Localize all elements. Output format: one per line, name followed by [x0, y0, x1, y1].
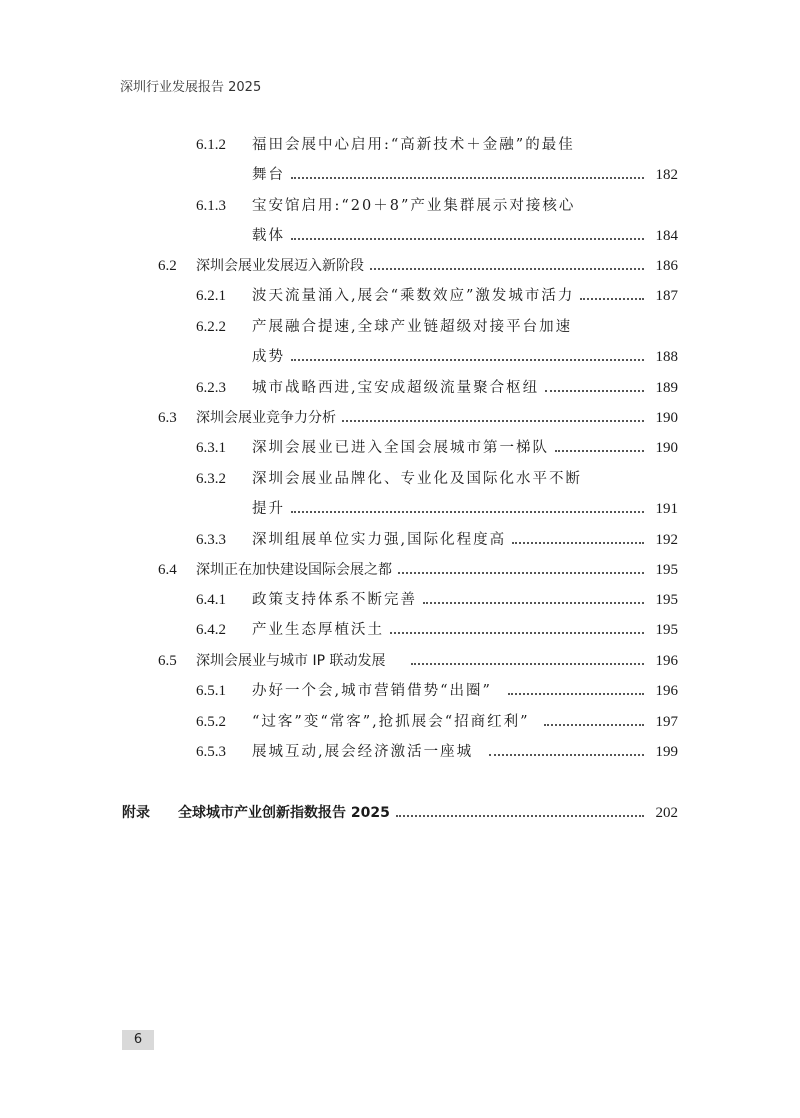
toc-entry-title: 提升: [252, 501, 285, 517]
toc-entry-6-4[interactable]: [158, 559, 678, 581]
toc-entry-6-1-3[interactable]: [196, 195, 575, 217]
toc-entry-6-4-1[interactable]: [196, 589, 678, 611]
toc-entry-title: 深圳会展业发展迈入新阶段: [196, 258, 364, 274]
dot-leader: [411, 650, 644, 672]
toc-entry-title: 深圳会展业品牌化、专业化及国际化水平不断: [252, 471, 582, 487]
toc-page-number: 197: [655, 714, 678, 730]
toc-entry-title: 载体: [252, 228, 285, 244]
toc-entry-number: 6.3.3: [196, 532, 226, 548]
toc-entry-title: 产展融合提速,全球产业链超级对接平台加速: [252, 319, 573, 335]
dot-leader: [555, 437, 644, 459]
toc-page-number: 195: [655, 622, 678, 638]
toc-entry-6-4-2[interactable]: [196, 619, 678, 641]
dot-leader: [508, 680, 644, 702]
toc-entry-number: 6.5.2: [196, 714, 226, 730]
toc-page-number: 196: [655, 653, 678, 669]
toc-entry-title: 深圳会展业已进入全国会展城市第一梯队: [252, 440, 549, 456]
toc-page-number: 190: [655, 440, 678, 456]
toc-entry-title: 舞台: [252, 167, 285, 183]
toc-entry-6-5-3[interactable]: [196, 741, 678, 763]
toc-entry-6-1-3-cont[interactable]: [252, 225, 678, 247]
toc-page-number: 195: [655, 592, 678, 608]
toc-page-number: 202: [655, 805, 678, 821]
toc-page-number: 190: [655, 410, 678, 426]
running-header: 深圳行业发展报告 2025: [120, 80, 262, 95]
toc-entry-title: 城市战略西进,宝安成超级流量聚合枢纽: [252, 380, 540, 396]
dot-leader: [512, 529, 644, 551]
toc-entry-title: 政策支持体系不断完善: [252, 592, 417, 608]
toc-entry-6-2-2-cont[interactable]: [252, 346, 678, 368]
toc-page-number: 199: [655, 744, 678, 760]
toc-entry-6-3-3[interactable]: [196, 529, 678, 551]
toc-page-number: 186: [655, 258, 678, 274]
toc-entry-6-2-2[interactable]: [196, 316, 572, 338]
toc-entry-title: 成势: [252, 349, 285, 365]
toc-page-number: 191: [655, 501, 678, 517]
dot-leader: [342, 407, 644, 429]
toc-entry-title: “过客”变“常客”,抢抓展会“招商红利”: [252, 714, 530, 730]
toc-entry-6-1-2-cont[interactable]: [252, 164, 678, 186]
dot-leader: [291, 346, 644, 368]
toc-entry-number: 附录: [122, 805, 150, 821]
toc-entry-title: 宝安馆启用:“20＋8”产业集群展示对接核心: [252, 198, 576, 214]
toc-entry-number: 6.5.3: [196, 744, 226, 760]
toc-entry-title: 展城互动,展会经济激活一座城: [252, 744, 474, 760]
toc-entry-6-2-1[interactable]: [196, 285, 678, 307]
toc-entry-6-5-2[interactable]: [196, 711, 678, 733]
dot-leader: [396, 802, 644, 824]
dot-leader: [291, 225, 644, 247]
toc-page-number: 188: [655, 349, 678, 365]
toc-entry-number: 6.2.2: [196, 319, 226, 335]
toc-entry-title: 深圳会展业与城市 IP 联动发展: [196, 653, 386, 669]
toc-page-number: 184: [655, 228, 678, 244]
toc-entry-title: 办好一个会,城市营销借势“出圈”: [252, 683, 492, 699]
toc-entry-6-2-3[interactable]: [196, 377, 678, 399]
toc-entry-6-3-1[interactable]: [196, 437, 678, 459]
toc-entry-6-3[interactable]: [158, 407, 678, 429]
toc-entry-title: 波天流量涌入,展会“乘数效应”激发城市活力: [252, 288, 575, 304]
page-number: 6: [122, 1030, 154, 1050]
dot-leader: [545, 377, 644, 399]
dot-leader: [398, 559, 644, 581]
toc-entry-number: 6.3.2: [196, 471, 226, 487]
toc-page-number: 192: [655, 532, 678, 548]
toc-entry-6-5-1[interactable]: [196, 680, 678, 702]
toc-entry-number: 6.4.1: [196, 592, 226, 608]
toc-page-number: 195: [655, 562, 678, 578]
toc-entry-appendix[interactable]: [122, 802, 678, 824]
toc-entry-number: 6.4.2: [196, 622, 226, 638]
dot-leader: [580, 285, 644, 307]
dot-leader: [423, 589, 644, 611]
toc-entry-number: 6.2: [158, 258, 177, 274]
dot-leader: [489, 741, 644, 763]
toc-entry-number: 6.1.3: [196, 198, 226, 214]
dot-leader: [291, 164, 644, 186]
toc-entry-number: 6.4: [158, 562, 177, 578]
toc-entry-6-1-2[interactable]: [196, 134, 575, 156]
toc-entry-title: 深圳正在加快建设国际会展之都: [196, 562, 392, 578]
toc-entry-number: 6.2.3: [196, 380, 226, 396]
toc-entry-6-5[interactable]: [158, 650, 678, 672]
toc-entry-number: 6.2.1: [196, 288, 226, 304]
toc-page-number: 196: [655, 683, 678, 699]
toc-entry-number: 6.5.1: [196, 683, 226, 699]
toc-entry-title: 福田会展中心启用:“高新技术＋金融”的最佳: [252, 137, 575, 153]
toc-entry-title: 产业生态厚植沃土: [252, 622, 384, 638]
toc-entry-6-2[interactable]: [158, 255, 678, 277]
toc-page-number: 182: [655, 167, 678, 183]
toc-page-number: 187: [655, 288, 678, 304]
dot-leader: [544, 711, 644, 733]
toc-entry-number: 6.5: [158, 653, 177, 669]
toc-entry-number: 6.3: [158, 410, 177, 426]
toc-entry-number: 6.1.2: [196, 137, 226, 153]
dot-leader: [370, 255, 644, 277]
toc-entry-number: 6.3.1: [196, 440, 226, 456]
toc-entry-title: 全球城市产业创新指数报告 2025: [178, 805, 390, 821]
toc-entry-title: 深圳组展单位实力强,国际化程度高: [252, 532, 507, 548]
dot-leader: [390, 619, 644, 641]
toc-page-number: 189: [655, 380, 678, 396]
dot-leader: [291, 498, 644, 520]
toc-entry-6-3-2[interactable]: [196, 468, 582, 490]
toc-entry-6-3-2-cont[interactable]: [252, 498, 678, 520]
toc-entry-title: 深圳会展业竞争力分析: [196, 410, 336, 426]
